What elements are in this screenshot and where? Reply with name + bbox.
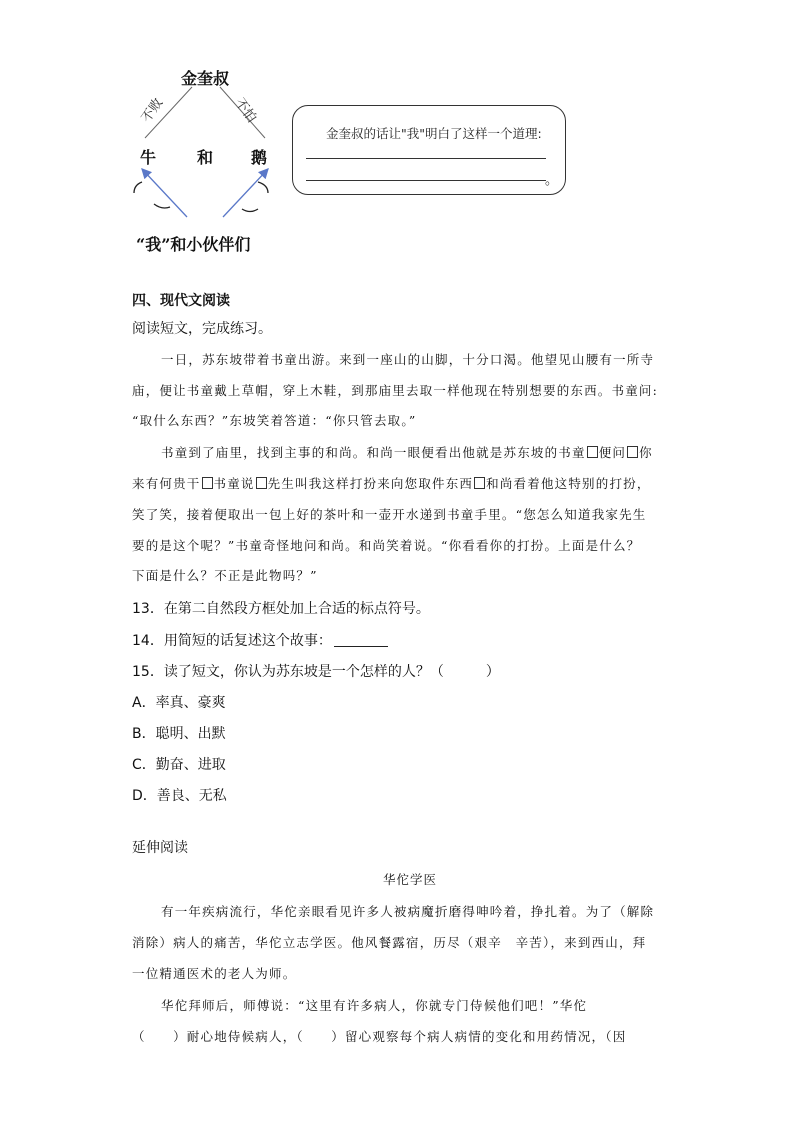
right-curve-top (258, 182, 268, 193)
right-curve-bottom (242, 209, 258, 212)
option-b[interactable]: B．聪明、出默 (132, 726, 226, 742)
middle-node: 和 (197, 148, 214, 167)
story-line-3: 一位精通医术的老人为师。 (132, 966, 297, 981)
extend-heading: 延伸阅读 (132, 840, 188, 856)
p1-line-3: “取什么东西？”东坡笑着答道：“你只管去取。” (132, 413, 417, 428)
option-d[interactable]: D．善良、无私 (132, 788, 227, 804)
story-line-2: 消除）病人的痛苦，华佗立志学医。他风餐露宿，历尽（艰辛 辛苦），来到西山，拜 (132, 935, 647, 950)
diagram-top-node: 金奎叔 (181, 69, 230, 88)
p1-line-1: 一日，苏东坡带着书童出游。来到一座山的山脚，十分口渴。他望见山腰有一所寺 (161, 352, 655, 367)
p2-line-5: 下面是什么？不正是此物吗？” (132, 568, 318, 583)
p2-l1c: 你 (639, 445, 653, 460)
right-edge-label: 不怕 (231, 95, 259, 126)
punct-box[interactable] (627, 446, 638, 458)
p2-line-2 (132, 474, 651, 492)
left-curve-bottom (154, 204, 170, 208)
p2-line-4: 要的是这个呢？”书童奇怪地问和尚。和尚笑着说。“你看看你的打扮。上面是什么？ (132, 538, 641, 553)
answer-line-1[interactable] (306, 158, 546, 159)
question-14-text: 14．用简短的话复述这个故事： (132, 633, 332, 649)
left-arrow (142, 169, 187, 217)
bubble-prompt: 金奎叔的话让"我"明白了这样一个道理: (326, 126, 542, 141)
option-a[interactable]: A．率真、豪爽 (132, 695, 226, 711)
punct-box[interactable] (202, 477, 213, 489)
p2-line-1 (161, 443, 653, 461)
left-edge-label: 不败 (139, 95, 167, 126)
left-node: 牛 (140, 148, 157, 167)
story-line-4: 华佗拜师后，师傅说：“这里有许多病人，你就专门侍候他们吧！”华佗 (161, 998, 588, 1013)
question-14 (132, 630, 388, 650)
right-node: 鹅 (251, 148, 268, 167)
section-title: 四、现代文阅读 (132, 293, 230, 309)
punct-box[interactable] (587, 446, 598, 458)
left-curve-top (134, 182, 142, 193)
answer-blank[interactable] (334, 634, 388, 647)
answer-bubble (292, 105, 566, 195)
p1-line-2: 庙，便让书童戴上草帽，穿上木鞋，到那庙里去取一样他现在特别想要的东西。书童问: (132, 383, 659, 398)
p2-line-3: 笑了笑，接着便取出一包上好的茶叶和一壶开水递到书童手里。“您怎么知道我家先生 (132, 507, 647, 522)
story-line-1: 有一年疾病流行，华佗亲眼看见许多人被病魔折磨得呻吟着，挣扎着。为了（解除 (161, 904, 655, 919)
right-arrow (223, 169, 268, 217)
diagram-bottom-node: “我”和小伙伴们 (136, 235, 251, 254)
p2-l1b: 便问 (598, 445, 627, 460)
answer-line-2[interactable] (306, 180, 546, 181)
question-13: 13．在第二自然段方框处加上合适的标点符号。 (132, 601, 430, 617)
story-title: 华佗学医 (383, 872, 438, 887)
bubble-end-mark: 。 (545, 173, 559, 188)
p2-l2d: 和尚看着他这特别的打扮， (486, 476, 651, 491)
p2-l2a: 来有何贵干 (132, 476, 201, 491)
punct-box[interactable] (256, 477, 267, 489)
instruction: 阅读短文，完成练习。 (132, 321, 272, 337)
p2-l2b: 书童说 (213, 476, 255, 491)
p2-l2c: 先生叫我这样打扮来向您取件东西 (267, 476, 474, 491)
story-line-5: （ ）耐心地侍候病人，（ ）留心观察每个病人病情的变化和用药情况，（因 (132, 1029, 627, 1044)
question-15: 15．读了短文，你认为苏东坡是一个怎样的人？（ ） (132, 664, 500, 680)
punct-box[interactable] (474, 477, 485, 489)
p2-l1a: 书童到了庙里，找到主事的和尚。和尚一眼便看出他就是苏东坡的书童 (161, 445, 586, 460)
option-c[interactable]: C．勤奋、进取 (132, 757, 226, 773)
